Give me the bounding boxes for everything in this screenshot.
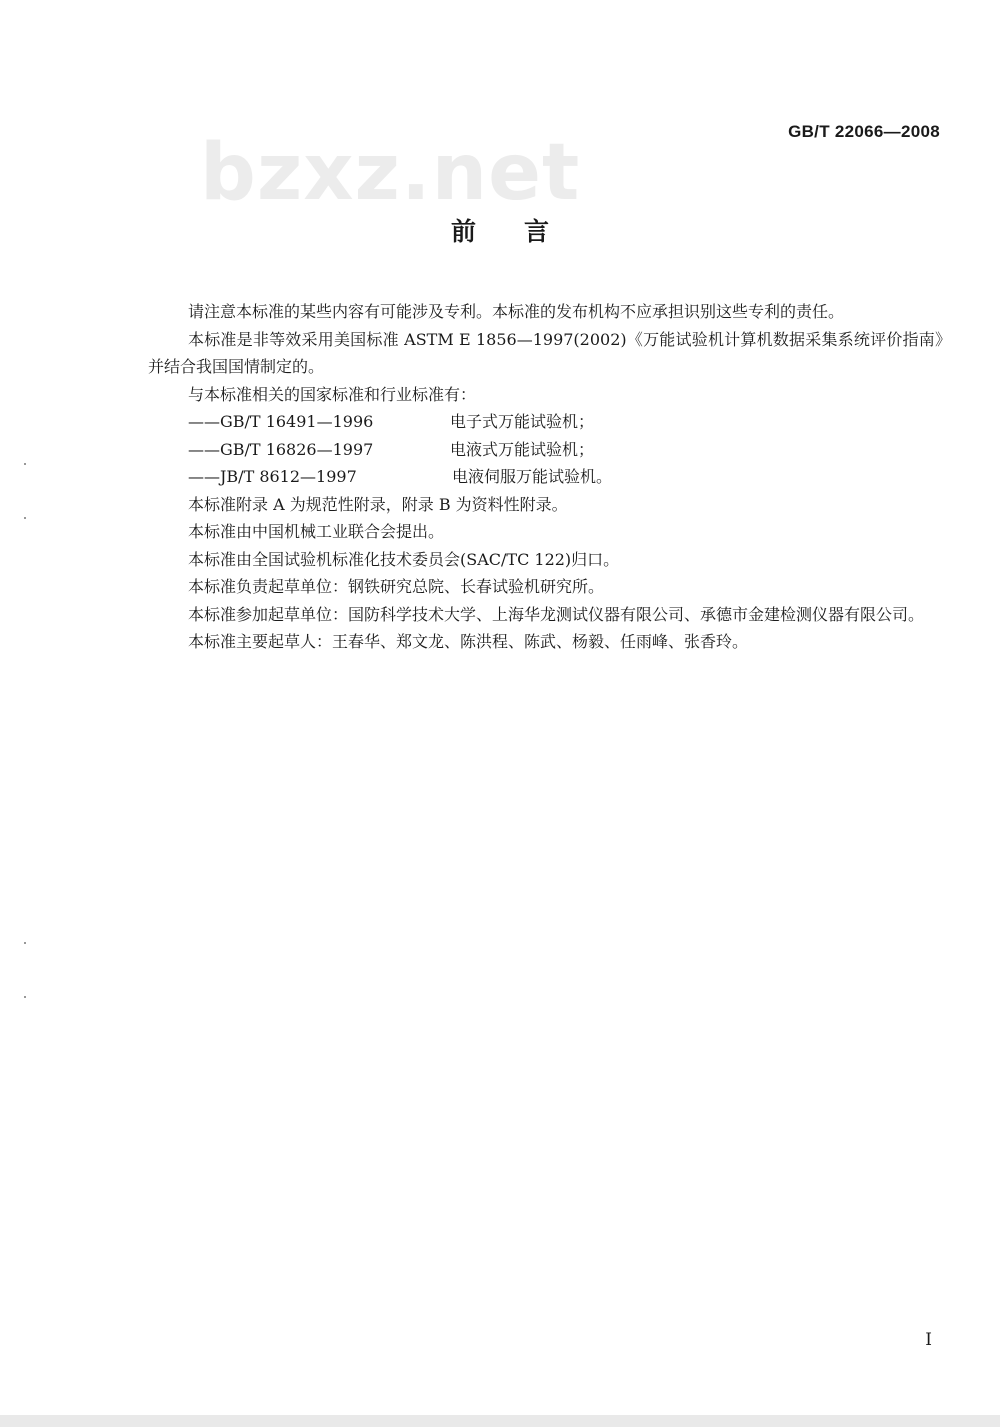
page-bottom-edge — [0, 1415, 1000, 1427]
paragraph-committee: 本标准由全国试验机标准化技术委员会(SAC/TC 122)归口。 — [188, 549, 620, 569]
related-standard-item — [148, 463, 943, 491]
standard-name: 电子式万能试验机； — [450, 412, 595, 431]
page-title: 前言 — [450, 217, 597, 246]
standard-name: 电液伺服万能试验机。 — [452, 467, 613, 486]
paragraph-related-intro: 与本标准相关的国家标准和行业标准有： — [188, 384, 477, 404]
paragraph-main-authors: 本标准主要起草人：王春华、郑文龙、陈洪程、陈武、杨毅、任雨峰、张香玲。 — [188, 632, 749, 651]
list-dash: —— — [188, 412, 220, 431]
paragraph-lead-drafters: 本标准负责起草单位：钢铁研究总院、长春试验机研究所。 — [188, 577, 605, 596]
standard-code: GB/T 22066—2008 — [788, 122, 940, 141]
foreword-body — [148, 298, 943, 656]
related-standard-item — [148, 408, 943, 436]
paragraph-appendix: 本标准附录 A 为规范性附录，附录 B 为资料性附录。 — [188, 494, 568, 514]
standard-number: GB/T 16826—1997 — [220, 439, 374, 459]
paragraph-proposer: 本标准由中国机械工业联合会提出。 — [188, 522, 445, 541]
margin-mark — [24, 463, 26, 465]
list-dash: —— — [188, 467, 220, 486]
margin-mark — [24, 996, 26, 998]
paragraph-participating-drafters: 本标准参加起草单位：国防科学技术大学、上海华龙测试仪器有限公司、承德市金建检测仪器有限公司。 — [188, 604, 925, 624]
standard-name: 电液式万能试验机； — [450, 439, 595, 459]
paragraph-patent-notice: 请注意本标准的某些内容有可能涉及专利。本标准的发布机构不应承担识别这些专利的责任。 — [188, 302, 845, 321]
standard-number: GB/T 16491—1996 — [220, 412, 374, 431]
list-dash: —— — [188, 439, 220, 459]
margin-mark — [24, 942, 26, 944]
margin-mark — [24, 517, 26, 519]
watermark-text: bzxz.net — [200, 128, 581, 218]
paragraph-adoption: 本标准是非等效采用美国标准 ASTM E 1856—1997(2002)《万能试验机计算机数据采集系统评价指南》并结合我国国情制定的。 — [148, 329, 943, 376]
related-standard-item — [148, 436, 943, 464]
page-number: I — [925, 1330, 932, 1350]
standard-number: JB/T 8612—1997 — [220, 467, 357, 486]
